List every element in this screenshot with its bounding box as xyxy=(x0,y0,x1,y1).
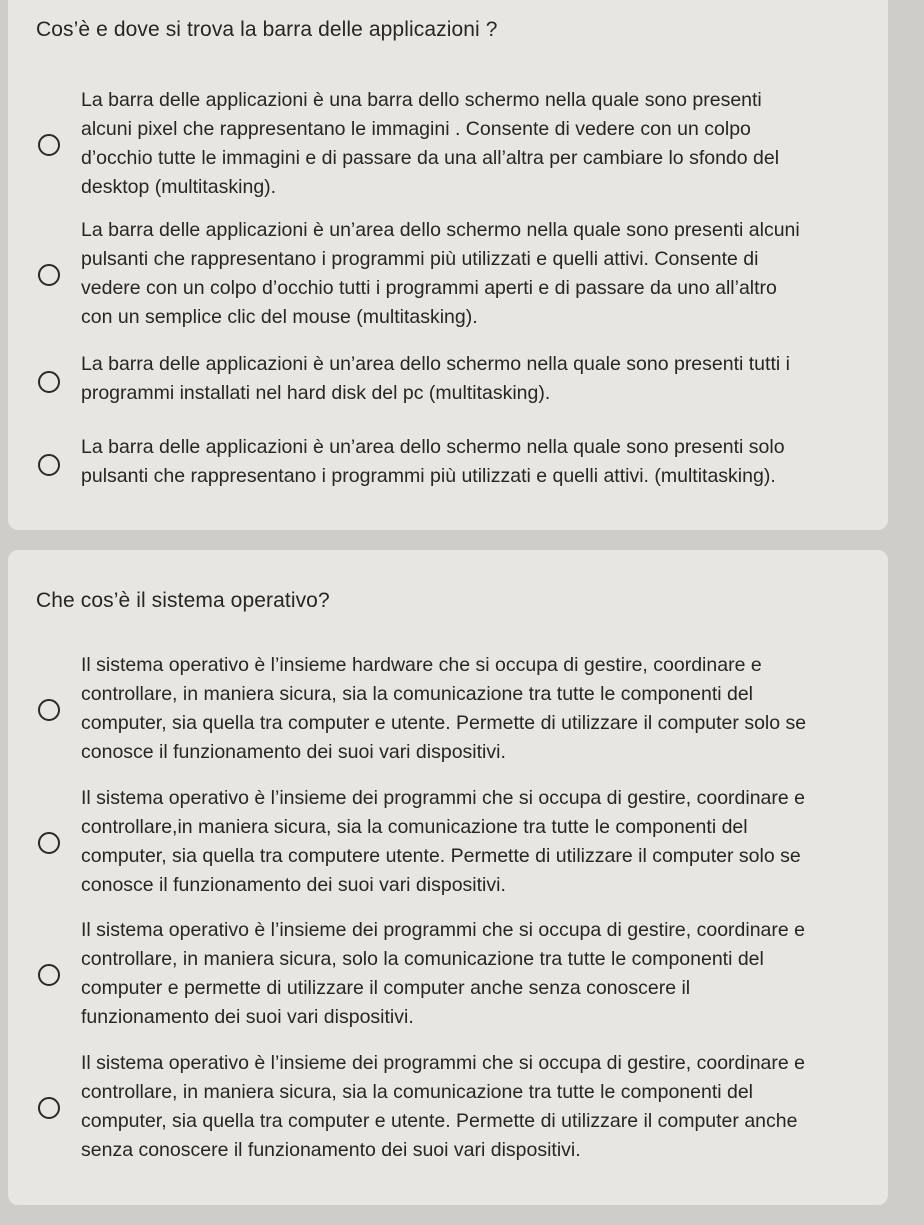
radio-button[interactable] xyxy=(38,832,60,854)
question-card-2 xyxy=(8,550,888,1205)
answer-text: La barra delle applicazioni è un’area dello schermo nella quale sono presenti tutti i programmi installati nel hard disk del pc (multitasking). xyxy=(81,353,790,404)
answer-text: Il sistema operativo è l’insieme hardware che si occupa di gestire, coordinare e controllare, in maniera sicura, sia la comunicazione tra tutte le componenti del computer, sia quella tra computer e utente. Permette di utilizzare il computer solo se conosce il funzionamento dei suoi vari dispositivi. xyxy=(81,654,807,763)
answer-option[interactable] xyxy=(8,216,888,336)
answer-option[interactable] xyxy=(8,350,888,412)
answer-text: La barra delle applicazioni è un’area dello schermo nella quale sono presenti alcuni pulsanti che rappresentano i programmi più utilizzati e quelli attivi. Consente di vedere con un colpo d’occhio tutti i programmi aperti e di passare da uno all’altro con un semplice clic del mouse (multitasking). xyxy=(81,219,800,328)
radio-button[interactable] xyxy=(38,699,60,721)
question-title: Che cos’è il sistema operativo? xyxy=(36,589,330,612)
answer-option[interactable] xyxy=(8,784,888,904)
answer-text: Il sistema operativo è l’insieme dei programmi che si occupa di gestire, coordinare e controllare,in maniera sicura, sia la comunicazione tra tutte le componenti del computer, sia quella tra computere utente. Permette di utilizzare il computer solo se conosce il funzionamento dei suoi vari dispositivi. xyxy=(81,787,806,896)
answer-option[interactable] xyxy=(8,916,888,1036)
radio-button[interactable] xyxy=(38,964,60,986)
answer-option[interactable] xyxy=(8,651,888,771)
answer-option[interactable] xyxy=(8,433,888,495)
radio-button[interactable] xyxy=(38,371,60,393)
answer-text: Il sistema operativo è l’insieme dei programmi che si occupa di gestire, coordinare e controllare, in maniera sicura, solo la comunicazione tra tutte le componenti del computer e permette di utilizzare il computer anche senza conoscere il funzionamento dei suoi vari dispositivi. xyxy=(81,919,806,1028)
answer-option[interactable] xyxy=(8,1049,888,1169)
radio-button[interactable] xyxy=(38,134,60,156)
answer-option[interactable] xyxy=(8,86,888,206)
answer-text: Il sistema operativo è l’insieme dei programmi che si occupa di gestire, coordinare e controllare, in maniera sicura, sia la comunicazione tra tutte le componenti del computer, sia quella tra computer e utente. Permette di utilizzare il computer anche senza conoscere il funzionamento dei suoi vari dispositivi. xyxy=(81,1052,806,1161)
radio-button[interactable] xyxy=(38,1097,60,1119)
answer-text: La barra delle applicazioni è una barra dello schermo nella quale sono presenti alcuni pixel che rappresentano le immagini . Consente di vedere con un colpo d’occhio tutte le immagini e di passare da una all’altra per cambiare lo sfondo del desktop (multitasking). xyxy=(81,89,780,198)
radio-button[interactable] xyxy=(38,264,60,286)
question-card-1 xyxy=(8,0,888,530)
answer-text: La barra delle applicazioni è un’area dello schermo nella quale sono presenti solo pulsanti che rappresentano i programmi più utilizzati e quelli attivi. (multitasking). xyxy=(81,436,785,487)
question-title: Cos’è e dove si trova la barra delle applicazioni ? xyxy=(36,18,498,41)
radio-button[interactable] xyxy=(38,454,60,476)
